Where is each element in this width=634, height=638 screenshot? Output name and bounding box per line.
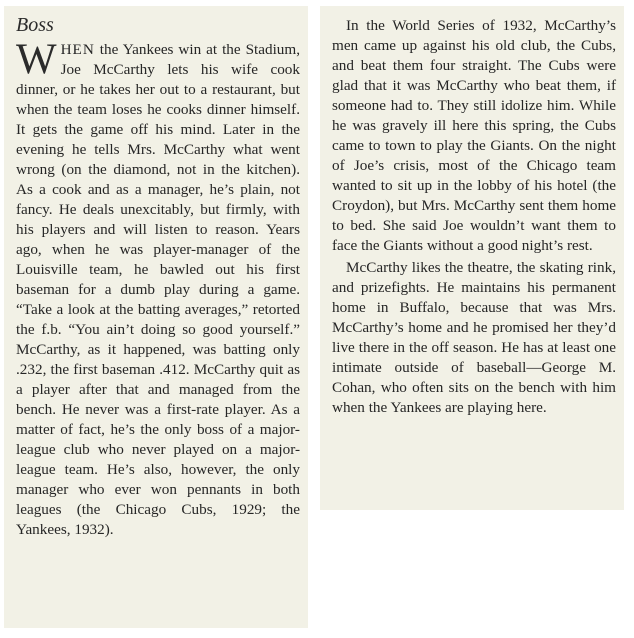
paragraph-1-text: the Yankees win at the Stadium, Joe McCarthy lets his wife cook dinner, or he takes her out to a restaurant, but when the team loses he cooks dinner himself. It gets the game off his mind. Later in the evening he tells Mrs. McCarthy what went wrong (on the diamond, not in the kitchen). As a cook and as a manager, he’s plain, not fancy. He deals unexcitably, but firmly, with his players and will listen to reason. Years ago, when he was player-manager of the Louisville team, he bawled out his first baseman for a dumb play during a game. “Take a look at the batting averages,” retorted the f.b. “You ain’t doing so good yourself.” McCarthy, as it happened, was batting only .232, the first baseman .412. McCarthy quit as a player after that and managed from the bench. He never was a first-rate player. As a matter of fact, he’s the only boss of a major-league club who never played on a major-league team. He’s also, however, the only manager who ever won pennants in both leagues (the Chicago Cubs, 1929; the Yankees, 1932). (16, 41, 300, 538)
right-column (320, 6, 624, 510)
lead-caps: HEN (60, 41, 95, 58)
section-title: Boss (16, 14, 54, 36)
left-column (4, 6, 308, 628)
paragraph-3: McCarthy likes the theatre, the skating rink, and prizefights. He maintains his permanent home in Buffalo, because that was Mrs. McCarthy’s home and he promised her they’d live there in the off season. He has at least one intimate outside of baseball—George M. Cohan, who often sits on the bench with him when the Yankees are playing here. (332, 259, 616, 416)
paragraph-2: In the World Series of 1932, McCarthy’s men came up against his old club, the Cubs, and beat them four straight. The Cubs were glad that it was McCarthy who beat them, if someone had to. They still idolize him. While he was gravely ill here this spring, the Cubs came to town to play the Giants. On the night of Joe’s crisis, most of the Chicago team wanted to sit up in the lobby of his hotel (the Croydon), but Mrs. McCarthy sent them home to bed. She said Joe wouldn’t want them to face the Giants without a good night’s rest. (332, 17, 616, 254)
drop-cap: W (16, 36, 57, 83)
paragraph-1 (16, 36, 300, 540)
